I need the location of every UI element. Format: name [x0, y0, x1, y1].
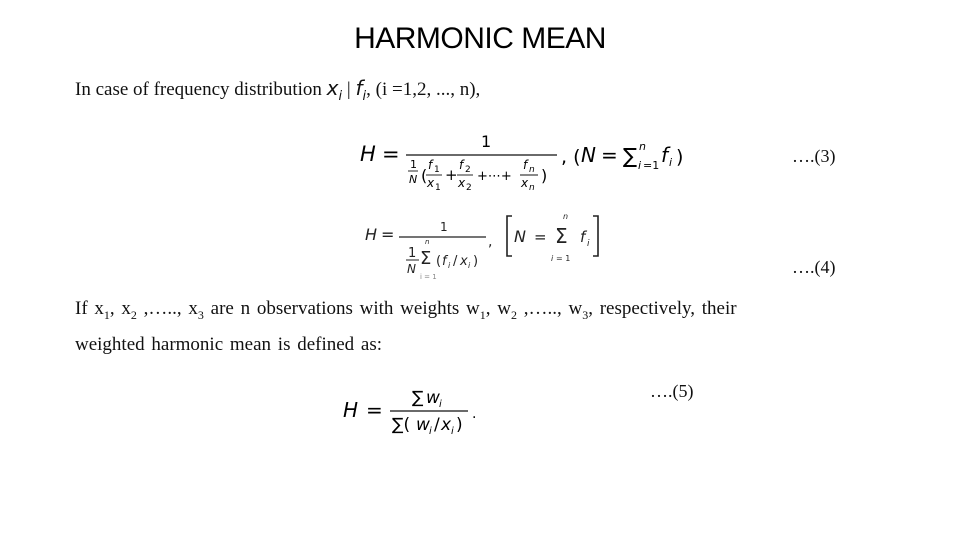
svg-text:∑(: ∑(: [392, 415, 411, 435]
svg-text:2: 2: [466, 183, 472, 193]
svg-text:=: =: [366, 398, 383, 422]
svg-text:n: n: [563, 212, 569, 221]
weighted-description-line-2: weighted harmonic mean is defined as:: [75, 334, 383, 355]
svg-text:Σ: Σ: [555, 224, 568, 248]
svg-text:f: f: [459, 158, 464, 172]
page-title: HARMONIC MEAN: [354, 22, 606, 55]
svg-text:i: i: [468, 261, 471, 270]
equation-4-number: ….(4): [792, 257, 836, 277]
svg-text:N: N: [581, 143, 596, 167]
svg-text:i: i: [429, 426, 432, 437]
svg-text:i: i: [551, 254, 554, 263]
svg-text:f: f: [580, 228, 586, 246]
svg-text:): ): [456, 415, 463, 435]
svg-text:N: N: [514, 227, 526, 246]
svg-text:H: H: [343, 398, 359, 422]
svg-text:x: x: [441, 415, 452, 435]
svg-text:= 1: = 1: [556, 254, 571, 263]
svg-text:n: n: [529, 165, 535, 175]
svg-text:(: (: [436, 254, 442, 269]
intro-tail: , (i =1,2, ..., n),: [366, 79, 481, 100]
svg-text:1: 1: [481, 132, 492, 151]
svg-text:+⋯+: +⋯+: [477, 169, 512, 184]
svg-text:H: H: [365, 225, 378, 244]
svg-text:i: i: [587, 239, 590, 249]
svg-text:1: 1: [410, 158, 417, 171]
svg-text:1: 1: [408, 246, 417, 261]
svg-text:i: i: [448, 261, 451, 270]
intro-x-variable: $x_i$: [326, 76, 343, 104]
svg-text:x: x: [427, 176, 435, 190]
intro-separator: |: [342, 79, 356, 100]
equation-4: [362, 206, 612, 286]
svg-text:w: w: [416, 415, 430, 435]
equation-3-number: ….(3): [792, 146, 836, 166]
svg-text:N: N: [409, 173, 418, 186]
svg-text:i: i: [669, 156, 673, 169]
svg-text:/: /: [453, 254, 458, 269]
svg-text:): ): [473, 254, 479, 269]
svg-text:=: =: [382, 142, 400, 166]
svg-text:∑: ∑: [623, 144, 638, 168]
svg-text:(: (: [421, 166, 428, 185]
svg-text:/: /: [434, 415, 440, 435]
svg-text:, (: , (: [561, 146, 581, 168]
svg-text:x: x: [521, 176, 529, 190]
svg-text:=: =: [381, 225, 395, 244]
intro-text: In case of frequency distribution: [75, 79, 322, 100]
svg-text:1: 1: [435, 183, 441, 193]
equation-5-number: ….(5): [650, 381, 694, 401]
svg-text:x: x: [460, 254, 468, 269]
svg-text:,: ,: [488, 234, 493, 250]
svg-text:∑: ∑: [412, 388, 424, 408]
svg-text:f: f: [661, 143, 669, 167]
svg-text:i = 1: i = 1: [420, 273, 437, 281]
weighted-description-line-1: If $x_1$, $x_2$ ,….., $x_3$ are n observations with weights $w_1$, $w_2$ ,….., $w_3$, respectively, their: [75, 298, 737, 322]
svg-text:H: H: [360, 142, 376, 166]
svg-text:1: 1: [440, 220, 448, 234]
svg-text:f: f: [442, 254, 447, 269]
svg-text:.: .: [472, 406, 477, 422]
svg-text:=1: =1: [643, 159, 660, 172]
svg-text:2: 2: [465, 165, 471, 175]
equation-3: [358, 128, 703, 194]
svg-text:n: n: [639, 140, 646, 153]
svg-text:N: N: [407, 262, 416, 276]
svg-text:i: i: [638, 159, 642, 172]
svg-text:1: 1: [434, 165, 440, 175]
svg-text:i: i: [439, 399, 442, 410]
svg-text:n: n: [529, 183, 535, 193]
intro-line: [75, 76, 480, 104]
svg-text:): ): [676, 146, 684, 168]
equation-5: [340, 382, 500, 442]
svg-text:=: =: [534, 228, 547, 246]
svg-text:Σ: Σ: [420, 248, 432, 269]
svg-text:x: x: [458, 176, 466, 190]
svg-text:w: w: [426, 388, 440, 408]
svg-text:f: f: [523, 158, 528, 172]
svg-text:+: +: [445, 166, 458, 184]
svg-text:n: n: [425, 238, 430, 246]
svg-text:i: i: [451, 426, 454, 437]
svg-text:=: =: [601, 143, 618, 167]
intro-f-variable: $f_i$: [355, 76, 367, 104]
svg-text:f: f: [428, 158, 433, 172]
svg-text:): ): [541, 166, 548, 185]
